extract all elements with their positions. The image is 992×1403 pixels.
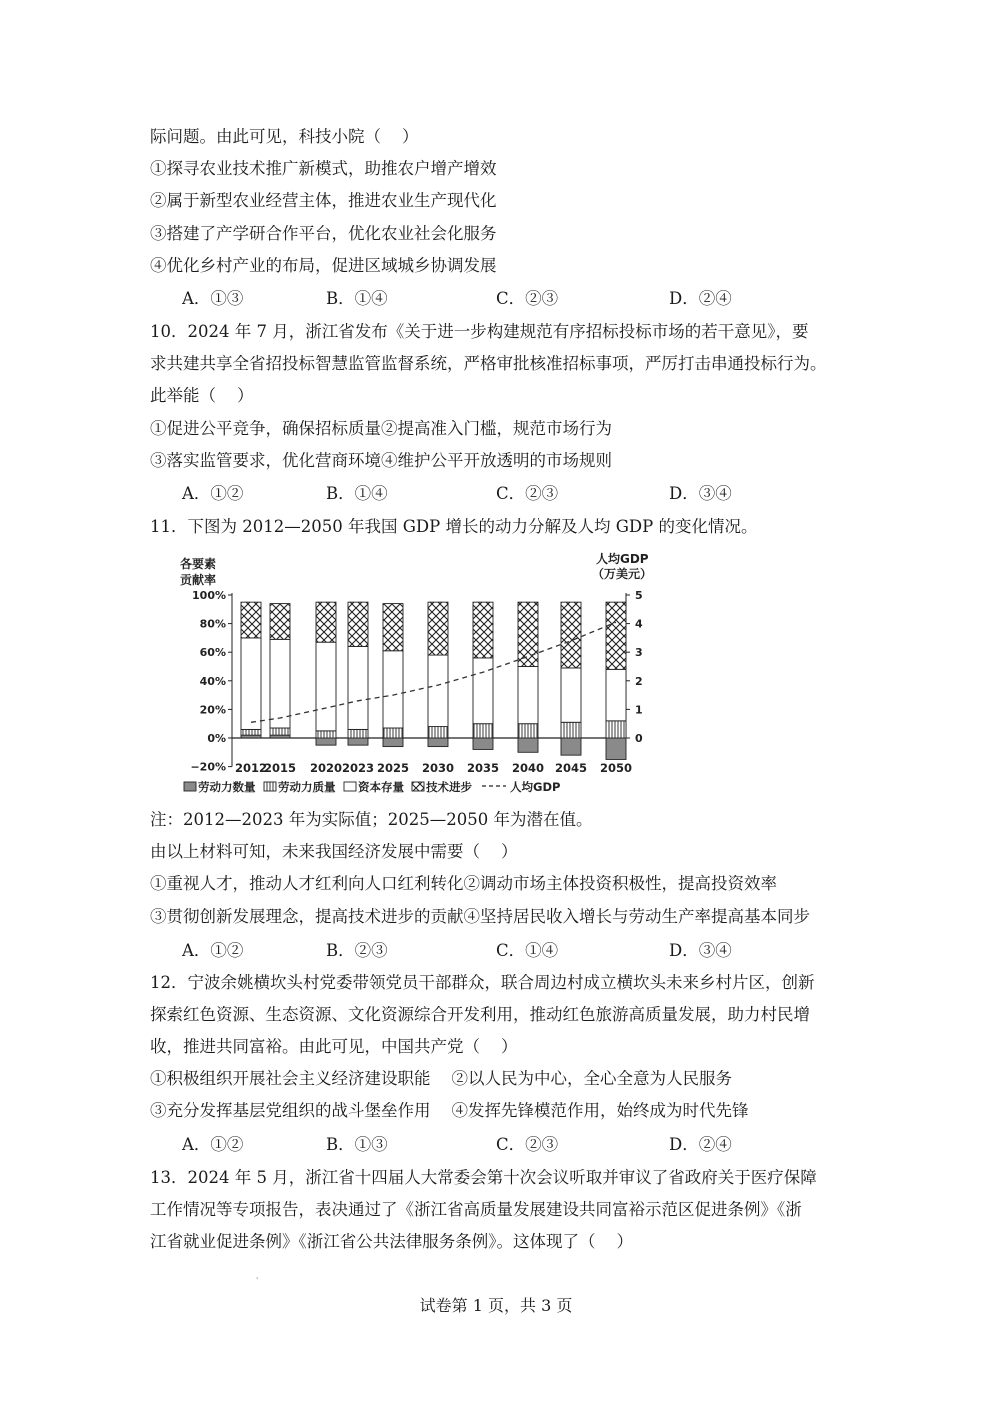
x-tick-label: 2045 bbox=[554, 761, 588, 775]
bar-segment-2045 bbox=[561, 722, 581, 738]
page-footer: 试卷第 1 页，共 3 页 bbox=[419, 1296, 573, 1315]
y-right-tick-label: 4 bbox=[635, 617, 643, 631]
y-right-tick-label: 0 bbox=[635, 732, 643, 745]
bar-segment-2035 bbox=[473, 738, 493, 749]
q9-statement-4: ④优化乡村产业的布局，促进区域城乡协调发展 bbox=[150, 256, 497, 275]
bar-segment-2025 bbox=[383, 651, 403, 728]
x-tick-label: 2050 bbox=[599, 761, 633, 775]
bar-segment-2012 bbox=[241, 729, 261, 735]
bar-segment-2040 bbox=[518, 602, 538, 666]
y-right-tick-label: 5 bbox=[635, 589, 643, 602]
q9-option-c[interactable]: C．②③ bbox=[496, 289, 559, 308]
q10-option-a[interactable]: A．①② bbox=[182, 484, 244, 503]
bar-segment-2035 bbox=[473, 658, 493, 724]
bar-segment-2035 bbox=[473, 602, 493, 658]
bar-segment-2025 bbox=[383, 738, 403, 747]
bar-segment-2012 bbox=[241, 602, 261, 638]
gdp-contribution-chart bbox=[176, 548, 722, 806]
y-left-tick-label: 80% bbox=[199, 617, 226, 631]
bar-segment-2015 bbox=[270, 639, 290, 728]
bar-segment-2035 bbox=[473, 724, 493, 738]
legend-swatch bbox=[264, 782, 276, 791]
bar-segment-2023 bbox=[348, 738, 368, 745]
q12-option-b[interactable]: B．①③ bbox=[326, 1135, 388, 1154]
y-left-title-line-1: 各要素 bbox=[180, 557, 217, 571]
q11-statement-1: ①重视人才，推动人才红利向人口红利转化②调动市场主体投资积极性，提高投资效率 bbox=[150, 874, 777, 893]
bar-segment-2025 bbox=[383, 728, 403, 738]
q10-option-c[interactable]: C．②③ bbox=[496, 484, 559, 503]
y-left-tick-label: 20% bbox=[199, 703, 226, 717]
q12-stem-line-1: 12．宁波余姚横坎头村党委带领党员干部群众，联合周边村成立横坎头未来乡村片区，创新 bbox=[150, 973, 815, 992]
q9-option-a[interactable]: A．①③ bbox=[182, 289, 244, 308]
q10-option-d[interactable]: D．③④ bbox=[669, 484, 732, 503]
bar-segment-2045 bbox=[561, 668, 581, 722]
x-tick-label: 2040 bbox=[511, 761, 545, 775]
q12-option-c[interactable]: C．②③ bbox=[496, 1135, 559, 1154]
x-tick-label: 2035 bbox=[466, 761, 500, 775]
x-tick-label: 2030 bbox=[421, 761, 455, 775]
y-left-tick-label: 60% bbox=[199, 646, 226, 660]
legend-swatch bbox=[344, 782, 356, 791]
bar-segment-2023 bbox=[348, 602, 368, 646]
bar-segment-2020 bbox=[316, 642, 336, 731]
bar-segment-2012 bbox=[241, 638, 261, 730]
y-right-title-line-2: （万美元） bbox=[592, 567, 653, 581]
bar-segment-2030 bbox=[428, 602, 448, 655]
q13-stem-line-1: 13．2024 年 5 月，浙江省十四届人大常委会第十次会议听取并审议了省政府关于医疗保障 bbox=[150, 1168, 817, 1187]
q11-option-d[interactable]: D．③④ bbox=[669, 941, 732, 960]
bar-segment-2020 bbox=[316, 731, 336, 738]
q12-stem-line-3: 收，推进共同富裕。由此可见，中国共产党（ ） bbox=[150, 1037, 518, 1056]
q12-statement-2: ③充分发挥基层党组织的战斗堡垒作用 ④发挥先锋模范作用，始终成为时代先锋 bbox=[150, 1101, 749, 1120]
y-left-tick-label: 0% bbox=[207, 732, 226, 745]
legend-swatch bbox=[412, 782, 424, 791]
bar-segment-2023 bbox=[348, 729, 368, 738]
q12-stem-line-2: 探索红色资源、生态资源、文化资源综合开发利用，推动红色旅游高质量发展，助力村民增 bbox=[150, 1005, 810, 1024]
x-tick-label: 2012 bbox=[234, 761, 268, 775]
bar-segment-2020 bbox=[316, 738, 336, 745]
q10-statement-1: ①促进公平竞争，确保招标质量②提高准入门槛，规范市场行为 bbox=[150, 419, 612, 438]
bar-segment-2045 bbox=[561, 738, 581, 755]
bar-segment-2040 bbox=[518, 724, 538, 738]
y-right-tick-label: 3 bbox=[635, 646, 643, 660]
q11-option-a[interactable]: A．①② bbox=[182, 941, 244, 960]
bar-segment-2030 bbox=[428, 738, 448, 747]
q10-stem-line-1: 10．2024 年 7 月，浙江省发布《关于进一步构建规范有序招标投标市场的若干意见》，要 bbox=[150, 322, 809, 341]
y-left-title-line-2: 贡献率 bbox=[180, 573, 217, 587]
q11-statement-2: ③贯彻创新发展理念，提高技术进步的贡献④坚持居民收入增长与劳动生产率提高基本同步 bbox=[150, 907, 810, 926]
bar-segment-2025 bbox=[383, 604, 403, 651]
y-left-tick-label: 40% bbox=[199, 674, 226, 688]
q13-stem-line-2: 工作情况等专项报告，表决通过了《浙江省高质量发展建设共同富裕示范区促进条例》《浙 bbox=[150, 1200, 802, 1219]
y-left-tick-label: −20% bbox=[190, 760, 226, 774]
y-right-tick-label: 1 bbox=[635, 703, 643, 717]
x-tick-label: 2020 bbox=[309, 761, 343, 775]
q11-question: 由以上材料可知，未来我国经济发展中需要（ ） bbox=[150, 842, 518, 861]
q12-option-a[interactable]: A．①② bbox=[182, 1135, 244, 1154]
legend-label: 资本存量 bbox=[358, 780, 404, 794]
bar-segment-2050 bbox=[606, 669, 626, 720]
x-tick-label: 2025 bbox=[376, 761, 410, 775]
bar-segment-2050 bbox=[606, 721, 626, 738]
q9-stem: 际问题。由此可见，科技小院（ ） bbox=[150, 127, 419, 146]
bar-segment-2050 bbox=[606, 602, 626, 669]
bar-segment-2030 bbox=[428, 655, 448, 727]
x-tick-label: 2015 bbox=[263, 761, 297, 775]
legend-label: 劳动力质量 bbox=[278, 780, 336, 794]
q13-stem-line-3: 江省就业促进条例》《浙江省公共法律服务条例》。这体现了（ ） bbox=[150, 1232, 633, 1251]
bar-segment-2015 bbox=[270, 728, 290, 735]
q9-statement-3: ③搭建了产学研合作平台，优化农业社会化服务 bbox=[150, 224, 497, 243]
q10-stem-line-3: 此举能（ ） bbox=[150, 386, 254, 405]
q11-note: 注：2012—2023 年为实际值；2025—2050 年为潜在值。 bbox=[150, 810, 593, 829]
bar-segment-2040 bbox=[518, 667, 538, 724]
q12-statement-1: ①积极组织开展社会主义经济建设职能 ②以人民为中心，全心全意为人民服务 bbox=[150, 1069, 732, 1088]
q9-option-b[interactable]: B．①④ bbox=[326, 289, 388, 308]
bar-segment-2020 bbox=[316, 602, 336, 642]
q11-stem: 11．下图为 2012—2050 年我国 GDP 增长的动力分解及人均 GDP 的变化情况。 bbox=[150, 517, 758, 536]
q10-option-b[interactable]: B．①④ bbox=[326, 484, 388, 503]
stray-mark: ' bbox=[256, 1276, 259, 1285]
y-left-tick-label: 100% bbox=[192, 589, 226, 602]
q9-statement-1: ①探寻农业技术推广新模式，助推农户增产增效 bbox=[150, 159, 497, 178]
q10-stem-line-2: 求共建共享全省招投标智慧监管监督系统，严格审批核准招标事项，严厉打击串通投标行为。 bbox=[150, 354, 827, 373]
q9-statement-2: ②属于新型农业经营主体，推进农业生产现代化 bbox=[150, 191, 497, 210]
x-tick-label: 2023 bbox=[341, 761, 375, 775]
legend-label: 人均GDP bbox=[510, 780, 561, 794]
y-right-title-line-1: 人均GDP bbox=[596, 552, 649, 566]
legend-label: 技术进步 bbox=[426, 780, 472, 794]
bar-segment-2050 bbox=[606, 738, 626, 759]
bar-segment-2045 bbox=[561, 602, 581, 668]
q11-option-c[interactable]: C．①④ bbox=[496, 941, 559, 960]
legend-label: 劳动力数量 bbox=[198, 780, 256, 794]
bar-segment-2015 bbox=[270, 604, 290, 640]
q10-statement-2: ③落实监管要求，优化营商环境④维护公平开放透明的市场规则 bbox=[150, 451, 612, 470]
legend-swatch bbox=[184, 782, 196, 791]
q9-option-d[interactable]: D．②④ bbox=[669, 289, 732, 308]
y-right-tick-label: 2 bbox=[635, 674, 643, 688]
bar-segment-2040 bbox=[518, 738, 538, 752]
q12-option-d[interactable]: D．②④ bbox=[669, 1135, 732, 1154]
bar-segment-2023 bbox=[348, 646, 368, 729]
q11-option-b[interactable]: B．②③ bbox=[326, 941, 388, 960]
bar-segment-2030 bbox=[428, 727, 448, 738]
